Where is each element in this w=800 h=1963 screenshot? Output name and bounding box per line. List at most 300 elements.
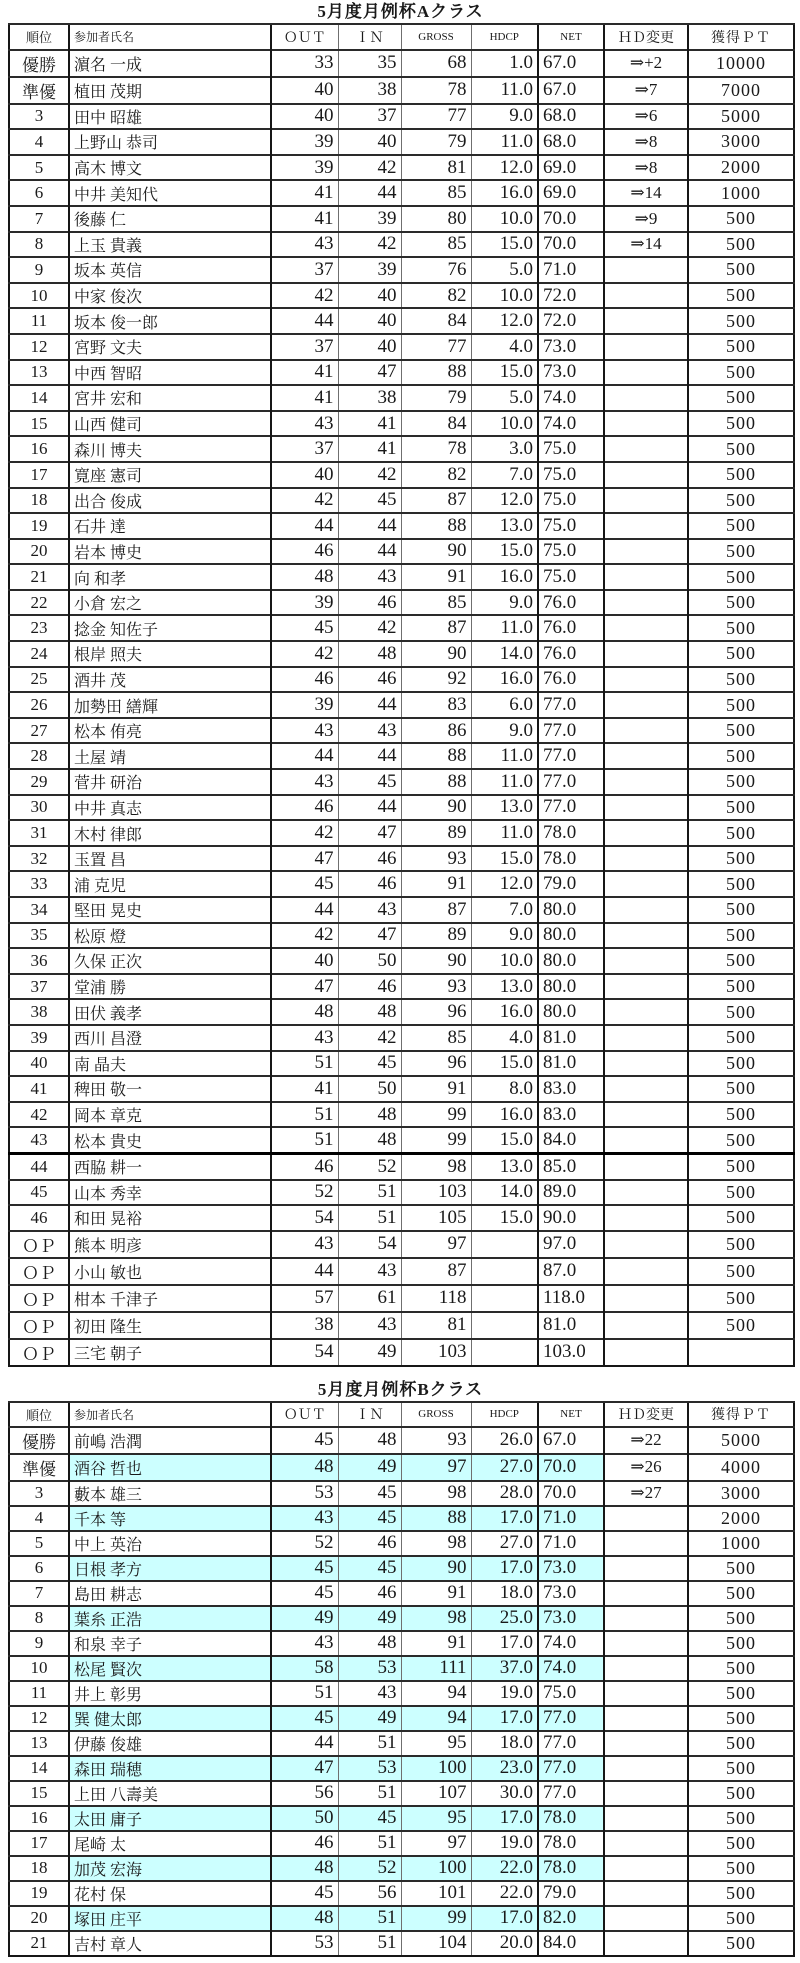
rank-cell: 29 xyxy=(9,769,69,795)
out-score-cell: 54 xyxy=(271,1205,338,1231)
out-score-cell: 39 xyxy=(271,692,338,718)
net-score-cell: 69.0 xyxy=(538,155,604,181)
rank-cell: 20 xyxy=(9,1906,69,1931)
table-row xyxy=(9,948,794,974)
net-score-cell: 71.0 xyxy=(538,1531,604,1556)
gross-score-cell: 68 xyxy=(401,50,471,77)
col-header-in: ＩＮ xyxy=(338,24,401,50)
out-score-cell: 45 xyxy=(271,1881,338,1906)
out-score-cell: 43 xyxy=(271,1231,338,1258)
hdcp-cell: 9.0 xyxy=(471,718,538,744)
rank-cell: 38 xyxy=(9,999,69,1025)
in-score-cell: 37 xyxy=(338,104,401,130)
gross-score-cell: 93 xyxy=(401,1427,471,1454)
hdcp-cell: 9.0 xyxy=(471,104,538,130)
gross-score-cell: 98 xyxy=(401,1606,471,1631)
rank-cell: 31 xyxy=(9,820,69,846)
table-row xyxy=(9,360,794,386)
hdcp-cell: 5.0 xyxy=(471,385,538,411)
gross-score-cell: 89 xyxy=(401,923,471,949)
hd-change-cell xyxy=(604,743,688,769)
rank-cell: 21 xyxy=(9,564,69,590)
rank-cell: 13 xyxy=(9,360,69,386)
out-score-cell: 43 xyxy=(271,718,338,744)
out-score-cell: 56 xyxy=(271,1781,338,1806)
player-name-cell: 柑本 千津子 xyxy=(69,1285,271,1312)
player-name-cell: 上玉 貴義 xyxy=(69,232,271,258)
player-name-cell: 西脇 耕一 xyxy=(69,1153,271,1179)
gross-score-cell: 78 xyxy=(401,77,471,104)
player-name-cell: 葉糸 正浩 xyxy=(69,1606,271,1631)
net-score-cell: 80.0 xyxy=(538,923,604,949)
table-row xyxy=(9,385,794,411)
points-cell: 5000 xyxy=(688,1427,794,1454)
points-cell: 500 xyxy=(688,1881,794,1906)
hdcp-cell: 23.0 xyxy=(471,1756,538,1781)
hd-change-cell: ⇒22 xyxy=(604,1427,688,1454)
hdcp-cell: 15.0 xyxy=(471,539,538,565)
player-name-cell: 玉置 昌 xyxy=(69,846,271,872)
out-score-cell: 45 xyxy=(271,1556,338,1581)
net-score-cell: 77.0 xyxy=(538,1731,604,1756)
col-header-pt: 獲得ＰＴ xyxy=(688,24,794,50)
in-score-cell: 46 xyxy=(338,590,401,616)
hd-change-cell xyxy=(604,1781,688,1806)
out-score-cell: 44 xyxy=(271,897,338,923)
hd-change-cell xyxy=(604,1831,688,1856)
player-name-cell: 濵名 一成 xyxy=(69,50,271,77)
net-score-cell: 73.0 xyxy=(538,360,604,386)
player-name-cell: 太田 庸子 xyxy=(69,1806,271,1831)
net-score-cell: 76.0 xyxy=(538,641,604,667)
gross-score-cell: 99 xyxy=(401,1906,471,1931)
in-score-cell: 51 xyxy=(338,1831,401,1856)
table-row xyxy=(9,129,794,155)
player-name-cell: 浦 克児 xyxy=(69,871,271,897)
rank-cell: 25 xyxy=(9,667,69,693)
hdcp-cell: 17.0 xyxy=(471,1706,538,1731)
hdcp-cell: 10.0 xyxy=(471,411,538,437)
player-name-cell: 中上 英治 xyxy=(69,1531,271,1556)
out-score-cell: 42 xyxy=(271,641,338,667)
hdcp-cell: 13.0 xyxy=(471,974,538,1000)
points-cell: 500 xyxy=(688,564,794,590)
net-score-cell: 87.0 xyxy=(538,1258,604,1285)
hdcp-cell: 7.0 xyxy=(471,897,538,923)
col-header-hd: ＨＤ変更 xyxy=(604,1402,688,1427)
points-cell: 500 xyxy=(688,1312,794,1339)
net-score-cell: 74.0 xyxy=(538,1631,604,1656)
table-row xyxy=(9,820,794,846)
rank-cell: 12 xyxy=(9,1706,69,1731)
rank-cell: 14 xyxy=(9,1756,69,1781)
points-cell: 500 xyxy=(688,385,794,411)
rank-cell: 24 xyxy=(9,641,69,667)
out-score-cell: 48 xyxy=(271,1906,338,1931)
col-header-net: NET xyxy=(538,24,604,50)
player-name-cell: 山本 秀幸 xyxy=(69,1180,271,1206)
table-row xyxy=(9,795,794,821)
rank-cell: 5 xyxy=(9,155,69,181)
gross-score-cell: 82 xyxy=(401,283,471,309)
gross-score-cell: 98 xyxy=(401,1153,471,1179)
points-cell: 500 xyxy=(688,1681,794,1706)
table-row xyxy=(9,1581,794,1606)
out-score-cell: 45 xyxy=(271,1581,338,1606)
rank-cell: 26 xyxy=(9,692,69,718)
out-score-cell: 40 xyxy=(271,948,338,974)
b-class-title: 5月度月例杯Bクラス xyxy=(317,1379,484,1399)
in-score-cell: 49 xyxy=(338,1606,401,1631)
gross-score-cell: 77 xyxy=(401,334,471,360)
player-name-cell: 酒谷 哲也 xyxy=(69,1454,271,1481)
table-row xyxy=(9,1180,794,1206)
out-score-cell: 37 xyxy=(271,257,338,283)
out-score-cell: 45 xyxy=(271,615,338,641)
hd-change-cell: ⇒14 xyxy=(604,232,688,258)
net-score-cell: 78.0 xyxy=(538,846,604,872)
points-cell: 10000 xyxy=(688,50,794,77)
gross-score-cell: 97 xyxy=(401,1231,471,1258)
points-cell: 500 xyxy=(688,1025,794,1051)
hd-change-cell: ⇒8 xyxy=(604,129,688,155)
player-name-cell: 捻金 知佐子 xyxy=(69,615,271,641)
net-score-cell: 80.0 xyxy=(538,897,604,923)
rank-cell: 15 xyxy=(9,1781,69,1806)
table-row xyxy=(9,846,794,872)
rank-cell: 44 xyxy=(9,1153,69,1179)
hdcp-cell xyxy=(471,1312,538,1339)
rank-cell: 17 xyxy=(9,462,69,488)
points-cell: 1000 xyxy=(688,180,794,206)
points-cell: 500 xyxy=(688,1606,794,1631)
out-score-cell: 48 xyxy=(271,1454,338,1481)
player-name-cell: 木村 律郎 xyxy=(69,820,271,846)
gross-score-cell: 88 xyxy=(401,513,471,539)
hdcp-cell: 9.0 xyxy=(471,590,538,616)
in-score-cell: 44 xyxy=(338,539,401,565)
hd-change-cell xyxy=(604,1127,688,1153)
rank-cell: 19 xyxy=(9,1881,69,1906)
b-class-results-table xyxy=(8,1401,795,1957)
in-score-cell: 44 xyxy=(338,692,401,718)
hdcp-cell: 11.0 xyxy=(471,820,538,846)
rank-cell: 34 xyxy=(9,897,69,923)
rank-cell: 22 xyxy=(9,590,69,616)
gross-score-cell: 81 xyxy=(401,1312,471,1339)
hdcp-cell: 30.0 xyxy=(471,1781,538,1806)
in-score-cell: 51 xyxy=(338,1205,401,1231)
out-score-cell: 46 xyxy=(271,539,338,565)
hdcp-cell: 11.0 xyxy=(471,615,538,641)
in-score-cell: 42 xyxy=(338,462,401,488)
out-score-cell: 39 xyxy=(271,590,338,616)
out-score-cell: 45 xyxy=(271,871,338,897)
col-header-out: ＯＵＴ xyxy=(271,24,338,50)
points-cell: 500 xyxy=(688,1556,794,1581)
hdcp-cell: 13.0 xyxy=(471,795,538,821)
hdcp-cell: 7.0 xyxy=(471,462,538,488)
out-score-cell: 40 xyxy=(271,104,338,130)
hd-change-cell xyxy=(604,948,688,974)
net-score-cell: 72.0 xyxy=(538,283,604,309)
in-score-cell: 43 xyxy=(338,1681,401,1706)
hdcp-cell: 16.0 xyxy=(471,667,538,693)
player-name-cell: 和田 晃裕 xyxy=(69,1205,271,1231)
col-header-hdcp: HDCP xyxy=(471,1402,538,1427)
player-name-cell: 森川 博夫 xyxy=(69,436,271,462)
hdcp-cell: 15.0 xyxy=(471,846,538,872)
in-score-cell: 49 xyxy=(338,1339,401,1366)
out-score-cell: 54 xyxy=(271,1339,338,1366)
hdcp-cell: 28.0 xyxy=(471,1481,538,1506)
player-name-cell: 上田 八壽美 xyxy=(69,1781,271,1806)
net-score-cell: 77.0 xyxy=(538,1756,604,1781)
points-cell: 500 xyxy=(688,1756,794,1781)
rank-cell: 4 xyxy=(9,1506,69,1531)
player-name-cell: 堅田 晃史 xyxy=(69,897,271,923)
hdcp-cell: 27.0 xyxy=(471,1454,538,1481)
hd-change-cell xyxy=(604,871,688,897)
hd-change-cell xyxy=(604,1531,688,1556)
player-name-cell: 中井 真志 xyxy=(69,795,271,821)
in-score-cell: 46 xyxy=(338,974,401,1000)
table-row xyxy=(9,488,794,514)
hd-change-cell: ⇒8 xyxy=(604,155,688,181)
net-score-cell: 80.0 xyxy=(538,948,604,974)
points-cell: 500 xyxy=(688,1806,794,1831)
points-cell: 500 xyxy=(688,488,794,514)
net-score-cell: 77.0 xyxy=(538,795,604,821)
out-score-cell: 52 xyxy=(271,1531,338,1556)
player-name-cell: 千本 等 xyxy=(69,1506,271,1531)
player-name-cell: 藪本 雄三 xyxy=(69,1481,271,1506)
rank-cell: 32 xyxy=(9,846,69,872)
hd-change-cell xyxy=(604,411,688,437)
player-name-cell: 中井 美知代 xyxy=(69,180,271,206)
net-score-cell: 67.0 xyxy=(538,1427,604,1454)
gross-score-cell: 86 xyxy=(401,718,471,744)
player-name-cell: 初田 隆生 xyxy=(69,1312,271,1339)
in-score-cell: 38 xyxy=(338,385,401,411)
gross-score-cell: 95 xyxy=(401,1806,471,1831)
net-score-cell: 75.0 xyxy=(538,564,604,590)
rank-cell: 4 xyxy=(9,129,69,155)
table-row xyxy=(9,718,794,744)
col-header-net: NET xyxy=(538,1402,604,1427)
net-score-cell: 70.0 xyxy=(538,206,604,232)
points-cell: 3000 xyxy=(688,129,794,155)
rank-cell: 3 xyxy=(9,1481,69,1506)
table-row xyxy=(9,1051,794,1077)
in-score-cell: 45 xyxy=(338,1806,401,1831)
rank-cell: 21 xyxy=(9,1931,69,1956)
net-score-cell: 79.0 xyxy=(538,871,604,897)
player-name-cell: 土屋 靖 xyxy=(69,743,271,769)
out-score-cell: 58 xyxy=(271,1656,338,1681)
gross-score-cell: 87 xyxy=(401,897,471,923)
hd-change-cell xyxy=(604,1656,688,1681)
hdcp-cell: 3.0 xyxy=(471,436,538,462)
in-score-cell: 48 xyxy=(338,1631,401,1656)
gross-score-cell: 97 xyxy=(401,1831,471,1856)
col-header-rank: 順位 xyxy=(9,1402,69,1427)
table-row xyxy=(9,615,794,641)
rank-cell: 43 xyxy=(9,1127,69,1153)
in-score-cell: 47 xyxy=(338,923,401,949)
player-name-cell: 宮井 宏和 xyxy=(69,385,271,411)
hd-change-cell xyxy=(604,308,688,334)
points-cell: 500 xyxy=(688,539,794,565)
rank-cell: 8 xyxy=(9,1606,69,1631)
out-score-cell: 53 xyxy=(271,1931,338,1956)
table-row xyxy=(9,1102,794,1128)
player-name-cell: 西川 昌澄 xyxy=(69,1025,271,1051)
player-name-cell: 花村 保 xyxy=(69,1881,271,1906)
player-name-cell: 酒井 茂 xyxy=(69,667,271,693)
player-name-cell: 尾崎 太 xyxy=(69,1831,271,1856)
out-score-cell: 51 xyxy=(271,1102,338,1128)
out-score-cell: 51 xyxy=(271,1051,338,1077)
hd-change-cell xyxy=(604,334,688,360)
hdcp-cell: 12.0 xyxy=(471,871,538,897)
rank-cell: 5 xyxy=(9,1531,69,1556)
net-score-cell: 75.0 xyxy=(538,539,604,565)
hd-change-cell xyxy=(604,1731,688,1756)
col-header-gross: GROSS xyxy=(401,1402,471,1427)
rank-cell: 17 xyxy=(9,1831,69,1856)
in-score-cell: 39 xyxy=(338,257,401,283)
net-score-cell: 79.0 xyxy=(538,1881,604,1906)
in-score-cell: 48 xyxy=(338,1102,401,1128)
rank-cell: 8 xyxy=(9,232,69,258)
rank-cell: 7 xyxy=(9,1581,69,1606)
out-score-cell: 48 xyxy=(271,999,338,1025)
net-score-cell: 103.0 xyxy=(538,1339,604,1366)
gross-score-cell: 93 xyxy=(401,974,471,1000)
points-cell: 500 xyxy=(688,590,794,616)
gross-score-cell: 91 xyxy=(401,1631,471,1656)
rank-cell: 16 xyxy=(9,436,69,462)
in-score-cell: 46 xyxy=(338,1581,401,1606)
net-score-cell: 85.0 xyxy=(538,1153,604,1179)
table-row xyxy=(9,923,794,949)
in-score-cell: 40 xyxy=(338,308,401,334)
net-score-cell: 69.0 xyxy=(538,180,604,206)
rank-cell: ＯＰ xyxy=(9,1258,69,1285)
player-name-cell: 森田 瑞穂 xyxy=(69,1756,271,1781)
col-header-hd: ＨＤ変更 xyxy=(604,24,688,50)
player-name-cell: 日根 孝方 xyxy=(69,1556,271,1581)
gross-score-cell: 97 xyxy=(401,1454,471,1481)
rank-cell: ＯＰ xyxy=(9,1312,69,1339)
out-score-cell: 40 xyxy=(271,462,338,488)
hd-change-cell xyxy=(604,769,688,795)
hdcp-cell: 19.0 xyxy=(471,1831,538,1856)
points-cell: 500 xyxy=(688,1706,794,1731)
gross-score-cell: 90 xyxy=(401,641,471,667)
hd-change-cell xyxy=(604,257,688,283)
hdcp-cell: 14.0 xyxy=(471,1180,538,1206)
player-name-cell: 坂本 英信 xyxy=(69,257,271,283)
gross-score-cell: 82 xyxy=(401,462,471,488)
points-cell: 500 xyxy=(688,1258,794,1285)
net-score-cell: 78.0 xyxy=(538,820,604,846)
out-score-cell: 45 xyxy=(271,1427,338,1454)
net-score-cell: 81.0 xyxy=(538,1025,604,1051)
gross-score-cell: 85 xyxy=(401,590,471,616)
hd-change-cell xyxy=(604,1180,688,1206)
out-score-cell: 38 xyxy=(271,1312,338,1339)
points-cell: 500 xyxy=(688,1581,794,1606)
points-cell: 500 xyxy=(688,1051,794,1077)
gross-score-cell: 88 xyxy=(401,360,471,386)
player-name-cell: 向 和孝 xyxy=(69,564,271,590)
rank-cell: 14 xyxy=(9,385,69,411)
rank-cell: 10 xyxy=(9,283,69,309)
points-cell: 500 xyxy=(688,846,794,872)
hdcp-cell: 17.0 xyxy=(471,1556,538,1581)
rank-cell: 準優 xyxy=(9,77,69,104)
col-header-out: ＯＵＴ xyxy=(271,1402,338,1427)
rank-cell: 33 xyxy=(9,871,69,897)
gross-score-cell: 111 xyxy=(401,1656,471,1681)
out-score-cell: 39 xyxy=(271,129,338,155)
out-score-cell: 33 xyxy=(271,50,338,77)
points-cell: 500 xyxy=(688,1205,794,1231)
out-score-cell: 47 xyxy=(271,1756,338,1781)
net-score-cell: 67.0 xyxy=(538,50,604,77)
player-name-cell: 寛座 憲司 xyxy=(69,462,271,488)
hdcp-cell: 16.0 xyxy=(471,564,538,590)
points-cell: 500 xyxy=(688,1153,794,1179)
table-row xyxy=(9,1781,794,1806)
player-name-cell: 松本 侑亮 xyxy=(69,718,271,744)
gross-score-cell: 84 xyxy=(401,411,471,437)
table-row xyxy=(9,1631,794,1656)
hdcp-cell: 18.0 xyxy=(471,1581,538,1606)
in-score-cell: 39 xyxy=(338,206,401,232)
player-name-cell: 加勢田 繕輝 xyxy=(69,692,271,718)
hdcp-cell: 15.0 xyxy=(471,360,538,386)
points-cell: 500 xyxy=(688,257,794,283)
hd-change-cell xyxy=(604,897,688,923)
out-score-cell: 53 xyxy=(271,1481,338,1506)
hdcp-cell: 20.0 xyxy=(471,1931,538,1956)
out-score-cell: 44 xyxy=(271,1258,338,1285)
player-name-cell: 稗田 敬一 xyxy=(69,1076,271,1102)
out-score-cell: 39 xyxy=(271,155,338,181)
rank-cell: 18 xyxy=(9,1856,69,1881)
hd-change-cell xyxy=(604,1556,688,1581)
hdcp-cell: 22.0 xyxy=(471,1881,538,1906)
player-name-cell: 松本 貴史 xyxy=(69,1127,271,1153)
in-score-cell: 45 xyxy=(338,1506,401,1531)
hdcp-cell: 15.0 xyxy=(471,1127,538,1153)
points-cell: 500 xyxy=(688,1180,794,1206)
player-name-cell: 山西 健司 xyxy=(69,411,271,437)
points-cell: 7000 xyxy=(688,77,794,104)
in-score-cell: 43 xyxy=(338,1312,401,1339)
table-row xyxy=(9,283,794,309)
table-row xyxy=(9,1756,794,1781)
hd-change-cell xyxy=(604,1681,688,1706)
table-row xyxy=(9,1856,794,1881)
rank-cell: 11 xyxy=(9,308,69,334)
hd-change-cell: ⇒+2 xyxy=(604,50,688,77)
hd-change-cell xyxy=(604,692,688,718)
hd-change-cell xyxy=(604,1231,688,1258)
